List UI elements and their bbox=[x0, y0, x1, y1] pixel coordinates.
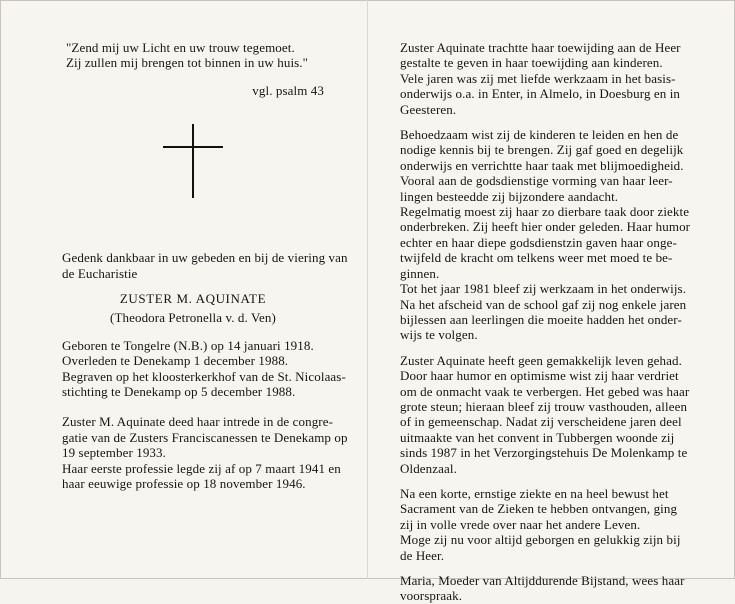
deceased-civil-name: (Theodora Petronella v. d. Ven) bbox=[110, 310, 276, 326]
closing-prayer bbox=[400, 573, 698, 604]
bible-quote bbox=[62, 40, 324, 71]
text-line: uitmaakte van het convent in Tubbergen woonde zij bbox=[400, 429, 675, 445]
religious-life-text bbox=[62, 414, 348, 492]
text-line: voorspraak. bbox=[400, 588, 463, 604]
paragraph-passing bbox=[400, 486, 698, 563]
text-line: 19 september 1933. bbox=[62, 445, 166, 461]
text-line: of in gemeenschap. Nadat zij verscheidene jaren deel bbox=[400, 414, 682, 430]
text-line: Vele jaren was zij met liefde werkzaam in het basis- bbox=[400, 70, 676, 86]
text-line: Behoedzaam wist zij de kinderen te leiden en hen de bbox=[400, 127, 679, 143]
text-line: Oldenzaal. bbox=[400, 460, 457, 476]
paragraph-teaching bbox=[400, 127, 698, 343]
text-line: Moge zij nu voor altijd geborgen en gelukkig zijn bij bbox=[400, 532, 681, 548]
text-line: Overleden te Denekamp 1 december 1988. bbox=[62, 353, 289, 369]
text-line: twijfeld de kracht om telkens weer met moed te be- bbox=[400, 250, 673, 266]
text-line: wijs te volgen. bbox=[400, 327, 478, 343]
text-line: om de onmacht vaak te verbergen. Het gebed was haar bbox=[400, 383, 690, 399]
right-page bbox=[400, 40, 698, 604]
text-line: haar eeuwige professie op 18 november 1946. bbox=[62, 476, 306, 492]
paragraph-life bbox=[400, 353, 698, 476]
text-line: sinds 1987 in het Verzorgingstehuis De Molenkamp te bbox=[400, 445, 688, 461]
text-line: Maria, Moeder van Altijddurende Bijstand, wees haar bbox=[400, 573, 685, 588]
text-line: Regelmatig moest zij haar zo dierbare taak door ziekte bbox=[400, 204, 690, 220]
card-fold-line bbox=[367, 0, 368, 579]
text-line: bijlessen aan leerlingen die moeite hadden het onder- bbox=[400, 311, 682, 327]
text-line: ginnen. bbox=[400, 265, 440, 281]
text-line: echter en haar diepe godsdienstzin gaven haar onge- bbox=[400, 234, 677, 250]
text-line: onderwijs en verrichtte haar taak met blijmoedigheid. bbox=[400, 157, 684, 173]
life-dates bbox=[62, 337, 346, 400]
remembrance-text bbox=[62, 250, 348, 281]
text-line: Zuster M. Aquinate deed haar intrede in de congre- bbox=[62, 414, 334, 430]
text-line: Zuster Aquinate heeft geen gemakkelijk leven gehad. bbox=[400, 352, 682, 368]
text-line: Door haar humor en optimisme wist zij haar verdriet bbox=[400, 368, 679, 384]
text-line: gestalte te geven in haar toewijding aan kinderen. bbox=[400, 55, 663, 71]
text-line: Na een korte, ernstige ziekte en na heel bewust het bbox=[400, 485, 669, 501]
text-line: Geesteren. bbox=[400, 101, 457, 117]
paragraph-dedication bbox=[400, 40, 698, 117]
text-line: grote steun; hieraan bleef zij trouw vasthouden, alleen bbox=[400, 398, 688, 414]
text-line: onderwijs o.a. in Enter, in Almelo, in Doesburg en in bbox=[400, 86, 681, 102]
text-line: Haar eerste professie legde zij af op 7 maart 1941 en bbox=[62, 460, 341, 476]
cross-icon bbox=[163, 124, 223, 198]
text-line: Gedenk dankbaar in uw gebeden en bij de viering van bbox=[62, 250, 348, 266]
text-line: de Eucharistie bbox=[62, 265, 138, 281]
text-line: lingen besteedde zij bijzondere aandacht. bbox=[400, 188, 619, 204]
text-line: de Heer. bbox=[400, 547, 445, 563]
text-line: Begraven op het kloosterkerkhof van de St. Nicolaas- bbox=[62, 368, 346, 384]
text-line: Zuster Aquinate trachtte haar toewijding aan de Heer bbox=[400, 40, 681, 55]
text-line: stichting te Denekamp op 5 december 1988. bbox=[62, 384, 296, 400]
text-line: Tot het jaar 1981 bleef zij werkzaam in het onderwijs. bbox=[400, 281, 687, 297]
text-line: gatie van de Zusters Franciscanessen te Denekamp op bbox=[62, 429, 348, 445]
deceased-name: ZUSTER M. AQUINATE bbox=[119, 291, 267, 307]
text-line: nodige kennis bij te brengen. Zij gaf goed en degelijk bbox=[400, 142, 684, 158]
text-line: Sacrament van de Zieken te hebben ontvangen, ging bbox=[400, 501, 678, 517]
left-page bbox=[62, 40, 348, 492]
text-line: Na het afscheid van de school gaf zij nog enkele jaren bbox=[400, 296, 687, 312]
text-line: onderbreken. Zij heeft hier onder geleden. Haar humor bbox=[400, 219, 691, 235]
quote-line: "Zend mij uw Licht en uw trouw tegemoet. bbox=[66, 40, 295, 55]
psalm-reference: vgl. psalm 43 bbox=[252, 82, 324, 98]
text-line: Geboren te Tongelre (N.B.) op 14 januari 1918. bbox=[62, 337, 314, 353]
text-line: Vooral aan de godsdienstige vorming van haar leer- bbox=[400, 173, 673, 189]
quote-line: Zij zullen mij brengen tot binnen in uw huis." bbox=[66, 55, 309, 71]
text-line: zij in volle vrede over naar het andere Leven. bbox=[400, 516, 641, 532]
